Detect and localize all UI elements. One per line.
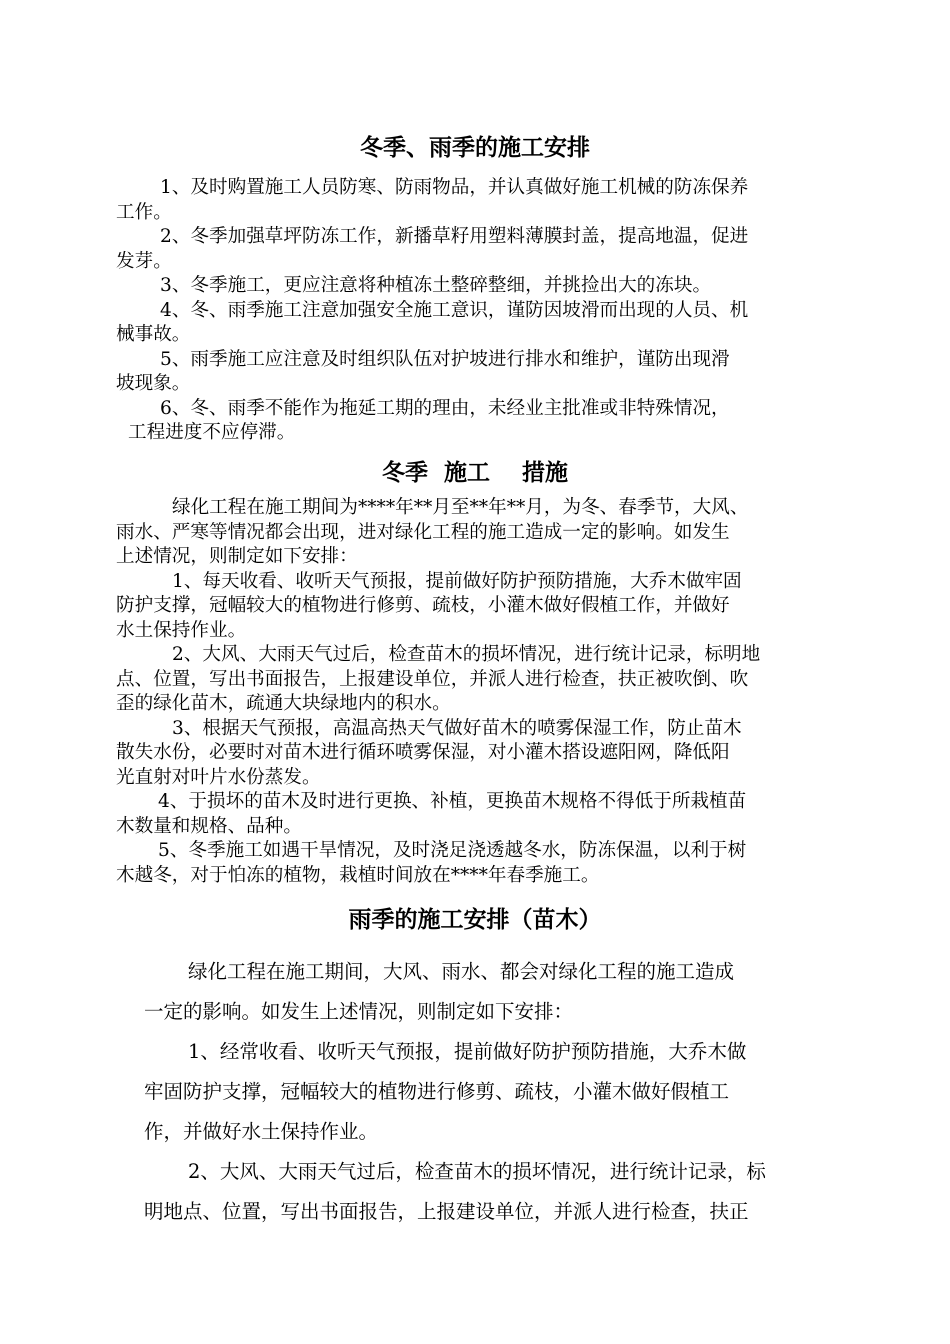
- section2-line: 木越冬，对于怕冻的植物，栽植时间放在****年春季施工。: [116, 864, 600, 886]
- section1-line: 械事故。: [116, 324, 191, 345]
- section2-line: 光直射对叶片水份蒸发。: [116, 766, 321, 788]
- section2-line: 歪的绿化苗木，疏通大块绿地内的积水。: [116, 693, 451, 714]
- section1-line: 工作。: [116, 201, 172, 223]
- section2-line: 上述情况，则制定如下安排：: [116, 546, 358, 567]
- section3-line: 明地点、位置，写出书面报告，上报建设单位，并派人进行检查，扶正: [144, 1200, 749, 1223]
- section2-line: 点、位置，写出书面报告，上报建设单位，并派人进行检查，扶正被吹倒、吹: [116, 668, 749, 690]
- section2-line: 木数量和规格、品种。: [116, 815, 302, 837]
- section1-line: 坡现象。: [116, 373, 191, 394]
- section1-line: 3、冬季施工，更应注意将种植冻土整碎整细，并挑捡出大的冻块。: [160, 275, 712, 296]
- section2-line: 水土保持作业。: [116, 619, 247, 641]
- section3-line: 2、大风、大雨天气过后，检查苗木的损坏情况，进行统计记录，标: [188, 1160, 766, 1183]
- section3-title: 雨季的施工安排（苗木）: [348, 906, 602, 933]
- section3-line: 一定的影响。如发生上述情况，则制定如下安排：: [144, 1000, 574, 1023]
- section2-line: 4、于损坏的苗木及时进行更换、补植，更换苗木规格不得低于所栽植苗: [158, 791, 747, 812]
- section3-line: 作，并做好水土保持作业。: [144, 1120, 379, 1143]
- section3-line: 绿化工程在施工期间，大风、雨水、都会对绿化工程的施工造成: [188, 960, 735, 983]
- section2-line: 防护支撑，冠幅较大的植物进行修剪、疏枝，小灌木做好假植工作，并做好: [116, 595, 730, 616]
- section3-line: 牢固防护支撑，冠幅较大的植物进行修剪、疏枝，小灌木做好假植工: [144, 1080, 730, 1103]
- section1-line: 6、冬、雨季不能作为拖延工期的理由，未经业主批准或非特殊情况，: [160, 397, 730, 419]
- section1-body: [116, 176, 838, 446]
- section2-line: 雨水、严寒等情况都会出现，进对绿化工程的施工造成一定的影响。如发生: [116, 521, 730, 543]
- section2-body: [116, 496, 838, 888]
- section1-line: 5、雨季施工应注意及时组织队伍对护坡进行排水和维护，谨防出现滑: [160, 348, 730, 370]
- section1-line: 1、及时购置施工人员防寒、防雨物品，并认真做好施工机械的防冻保养: [160, 177, 749, 198]
- section1-title: 冬季、雨季的施工安排: [360, 134, 590, 161]
- section1-line: 工程进度不应停滞。: [128, 422, 296, 443]
- section2-line: 5、冬季施工如遇干旱情况，及时浇足浇透越冬水，防冻保温，以利于树: [158, 840, 747, 861]
- section3-body: [144, 952, 824, 1232]
- section2-title: 冬季 施工 措施: [381, 459, 569, 486]
- section2-line: 散失水份，必要时对苗木进行循环喷雾保湿，对小灌木搭设遮阳网，降低阳: [116, 742, 730, 763]
- section2-line: 绿化工程在施工期间为****年**月至**年**月，为冬、春季节，大风、: [172, 497, 749, 518]
- section1-line: 4、冬、雨季施工注意加强安全施工意识，谨防因坡滑而出现的人员、机: [160, 299, 749, 321]
- section1-line: 2、冬季加强草坪防冻工作，新播草籽用塑料薄膜封盖，提高地温，促进: [160, 226, 749, 247]
- section2-line: 2、大风、大雨天气过后，检查苗木的损坏情况，进行统计记录，标明地: [172, 644, 761, 665]
- section2-line: 1、每天收看、收听天气预报，提前做好防护预防措施，大乔木做牢固: [172, 570, 742, 592]
- section1-line: 发芽。: [116, 250, 172, 272]
- section3-line: 1、经常收看、收听天气预报，提前做好防护预防措施，大乔木做: [188, 1040, 747, 1063]
- section2-line: 3、根据天气预报，高温高热天气做好苗木的喷雾保湿工作，防止苗木: [172, 717, 742, 739]
